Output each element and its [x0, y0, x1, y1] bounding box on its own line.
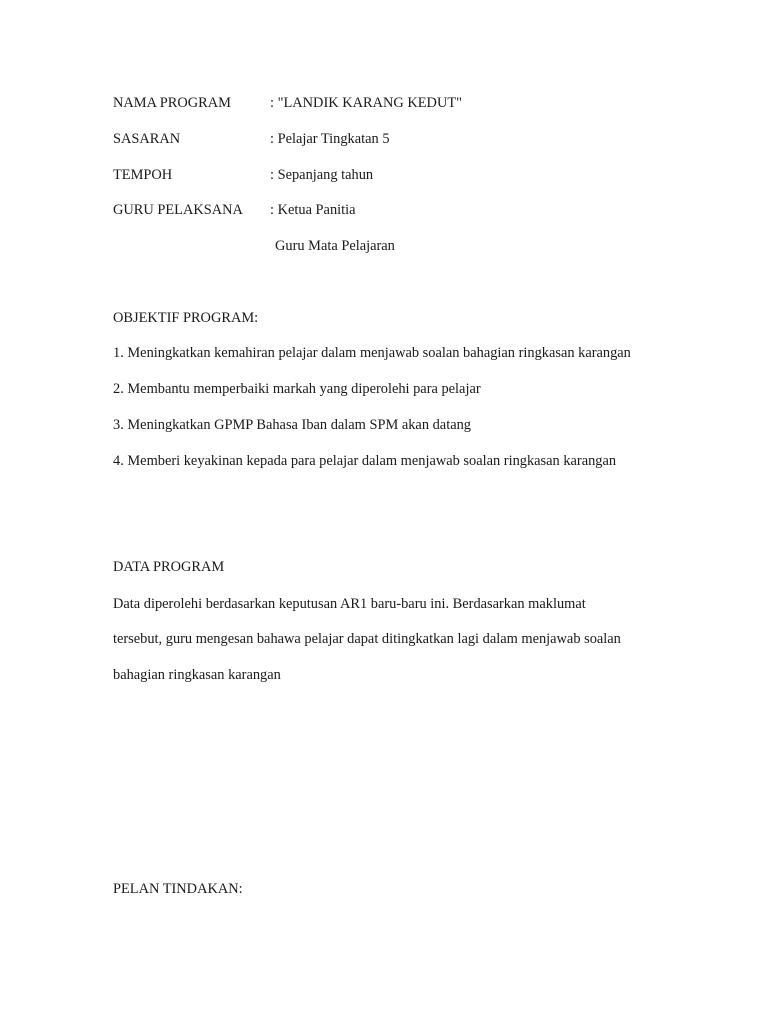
data-program-heading: DATA PROGRAM	[113, 559, 225, 575]
pelan-tindakan-heading: PELAN TINDAKAN:	[113, 881, 243, 897]
data-program-line-1: Data diperolehi berdasarkan keputusan AR1 baru-baru ini. Berdasarkan maklumat	[113, 596, 586, 612]
data-program-line-2: tersebut, guru mengesan bahawa pelajar dapat ditingkatkan lagi dalam menjawab soalan	[113, 631, 621, 647]
tempoh-label: TEMPOH	[113, 167, 173, 183]
tempoh-value: : Sepanjang tahun	[270, 167, 374, 183]
data-program-line-3: bahagian ringkasan karangan	[113, 667, 281, 683]
nama-program-value: : "LANDIK KARANG KEDUT"	[270, 95, 463, 111]
guru-pelaksana-value-1: : Ketua Panitia	[270, 202, 356, 218]
guru-pelaksana-value-2: Guru Mata Pelajaran	[275, 238, 395, 254]
objektif-item-3: 3. Meningkatkan GPMP Bahasa Iban dalam SPM akan datang	[113, 417, 471, 433]
objektif-item-4: 4. Memberi keyakinan kepada para pelajar dalam menjawab soalan ringkasan karangan	[113, 453, 617, 469]
sasaran-value: : Pelajar Tingkatan 5	[270, 131, 390, 147]
sasaran-label: SASARAN	[113, 131, 181, 147]
objektif-heading: OBJEKTIF PROGRAM:	[113, 310, 259, 326]
guru-pelaksana-label: GURU PELAKSANA	[113, 202, 243, 218]
objektif-item-2: 2. Membantu memperbaiki markah yang diperolehi para pelajar	[113, 381, 481, 397]
objektif-item-1: 1. Meningkatkan kemahiran pelajar dalam menjawab soalan bahagian ringkasan karangan	[113, 345, 631, 361]
nama-program-label: NAMA PROGRAM	[113, 95, 231, 111]
